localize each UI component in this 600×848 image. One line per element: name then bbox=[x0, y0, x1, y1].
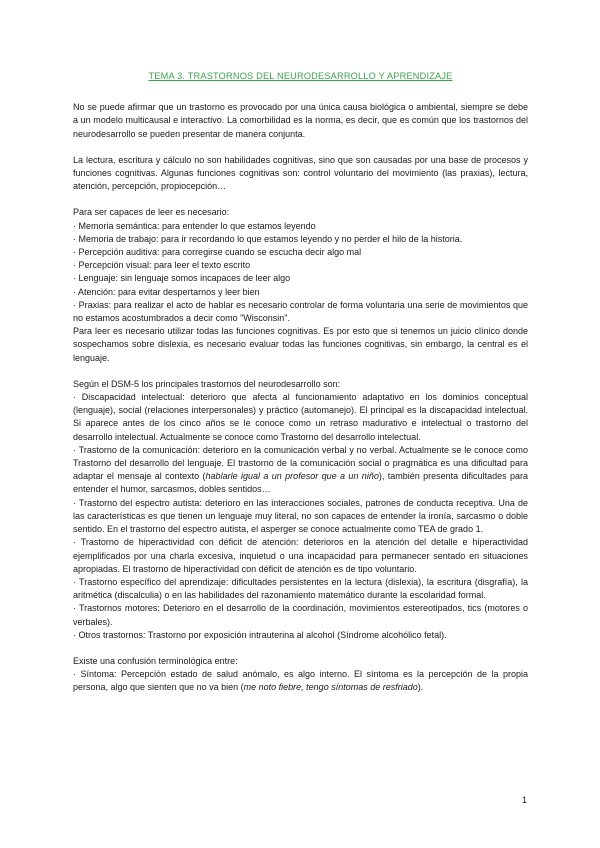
list-item: · Trastorno específico del aprendizaje: dificultades persistentes en la lectura (dislexia), la escritura (disgrafía), la aritmética (discalculia) o en las habilidades del razonamiento matemático durante la escolaridad formal. bbox=[73, 576, 528, 601]
italic-example: me noto fiebre, tengo síntomas de resfriado bbox=[243, 682, 418, 693]
list-item: · Memoria de trabajo: para ir recordando lo que estamos leyendo y no perder el hilo de la historia. bbox=[73, 233, 463, 244]
list-item bbox=[73, 668, 528, 694]
list-item: · Percepción visual: para leer el texto escrito bbox=[73, 260, 251, 271]
section-terminology bbox=[73, 655, 528, 695]
page-number: 1 bbox=[521, 795, 527, 805]
italic-example: hablarle igual a un profesor que a un niño bbox=[205, 471, 379, 482]
section-reading-requirements bbox=[73, 206, 528, 364]
document-title: TEMA 3. TRASTORNOS DEL NEURODESARROLLO Y APRENDIZAJE bbox=[148, 71, 453, 81]
paragraph-multicausal bbox=[73, 101, 528, 141]
paragraph-cognitive-functions bbox=[73, 154, 528, 194]
text-span: ), también presenta dificultades para entender el humor, sarcasmos, dobles sentidos… bbox=[73, 471, 528, 495]
list-item: · Percepción auditiva: para corregirse cuando se escucha decir algo mal bbox=[73, 247, 362, 258]
section-intro: Para ser capaces de leer es necesario: bbox=[73, 207, 230, 218]
section-intro: Según el DSM-5 los principales trastornos del neurodesarrollo son: bbox=[73, 378, 341, 389]
list-item: · Otros trastornos: Trastorno por exposición intrauterina al alcohol (Síndrome alcohólico fetal). bbox=[73, 629, 447, 640]
document-page bbox=[73, 70, 528, 708]
list-item: · Atención: para evitar despertarnos y leer bien bbox=[73, 286, 260, 297]
section-intro: Existe una confusión terminológica entre: bbox=[73, 655, 238, 666]
list-item: · Praxias: para realizar el acto de hablar es necesario controlar de forma voluntaria una serie de movimientos que no estamos acostumbrados a decir como "Wisconsin". bbox=[73, 299, 528, 324]
list-item: · Memoria semántica: para entender lo que estamos leyendo bbox=[73, 220, 316, 231]
list-item: · Discapacidad intelectual: deterioro que afecta al funcionamiento adaptativo en los dominios conceptual (lenguaje), social (relaciones interpersonales) y práctico (automanejo). El principal es la discapacidad intelectual. Si aparece antes de los cinco años se le conoce como un retraso madurativo e intelectual o trastorno del desarrollo intelectual. Actualmente se conoce como Trastorno del desarrollo intelectual. bbox=[73, 392, 528, 442]
list-item: · Trastorno de hiperactividad con déficit de atención: deterioros en la atención del detalle e hiperactividad ejemplificados por una charla excesiva, inquietud o una incapacidad para permanecer sentado en situaciones apropiadas. El trastorno de hiperactividad con déficit de atención es de tipo voluntario. bbox=[73, 537, 528, 574]
section-outro: Para leer es necesario utilizar todas las funciones cognitivas. Es por esto que si tenemos un juicio clínico donde sospechamos sobre dislexia, es necesario evaluar todas las funciones cognitivas, sin embargo, la central es el lenguaje. bbox=[73, 326, 528, 363]
paragraph-text: No se puede afirmar que un trastorno es provocado por una única causa biológica o ambiental, siempre se debe a un modelo multicausal e interactivo. La comorbilidad es la norma, es decir, que es común que los trastornos del neurodesarrollo se pueden presentar de manera conjunta. bbox=[73, 102, 528, 139]
paragraph-text: La lectura, escritura y cálculo no son habilidades cognitivas, sino que son causadas por una base de procesos y funciones cognitivas. Algunas funciones cognitivas son: control voluntario del movimiento (las praxias), lectura, atención, percepción, propiocepción… bbox=[73, 154, 528, 192]
list-item: · Trastorno del espectro autista: deterioro en las interacciones sociales, patrones de conducta receptiva. Una de las características es que tienen un lenguaje muy literal, no son capaces de entender la ironía, sarcasmo o doble sentido. En el trastorno del espectro autista, el asperger se conoce actualmente como TEA de grado 1. bbox=[73, 497, 528, 535]
list-item: · Trastornos motores: Deterioro en el desarrollo de la coordinación, movimientos estereotipados, tics (motores o verbales). bbox=[73, 603, 528, 627]
text-span: · Trastorno de la comunicación: deterioro en la comunicación verbal y no verbal. Actualmente se le conoce como Trastorno del desarrollo del lenguaje. El trastorno de la comunicación social o pragmática es una dificultad para adaptar el mensaje al contexto ( bbox=[73, 444, 528, 482]
text-span: ). bbox=[417, 682, 424, 693]
section-dsm5-disorders bbox=[73, 378, 528, 642]
list-item: · Lenguaje: sin lenguaje somos incapaces de leer algo bbox=[73, 273, 291, 284]
text-span: · Síntoma: Percepción estado de salud anómalo, es algo interno. El síntoma es la percepción de la propia persona, algo que sienten que no va bien ( bbox=[73, 669, 528, 693]
list-item bbox=[73, 444, 528, 497]
